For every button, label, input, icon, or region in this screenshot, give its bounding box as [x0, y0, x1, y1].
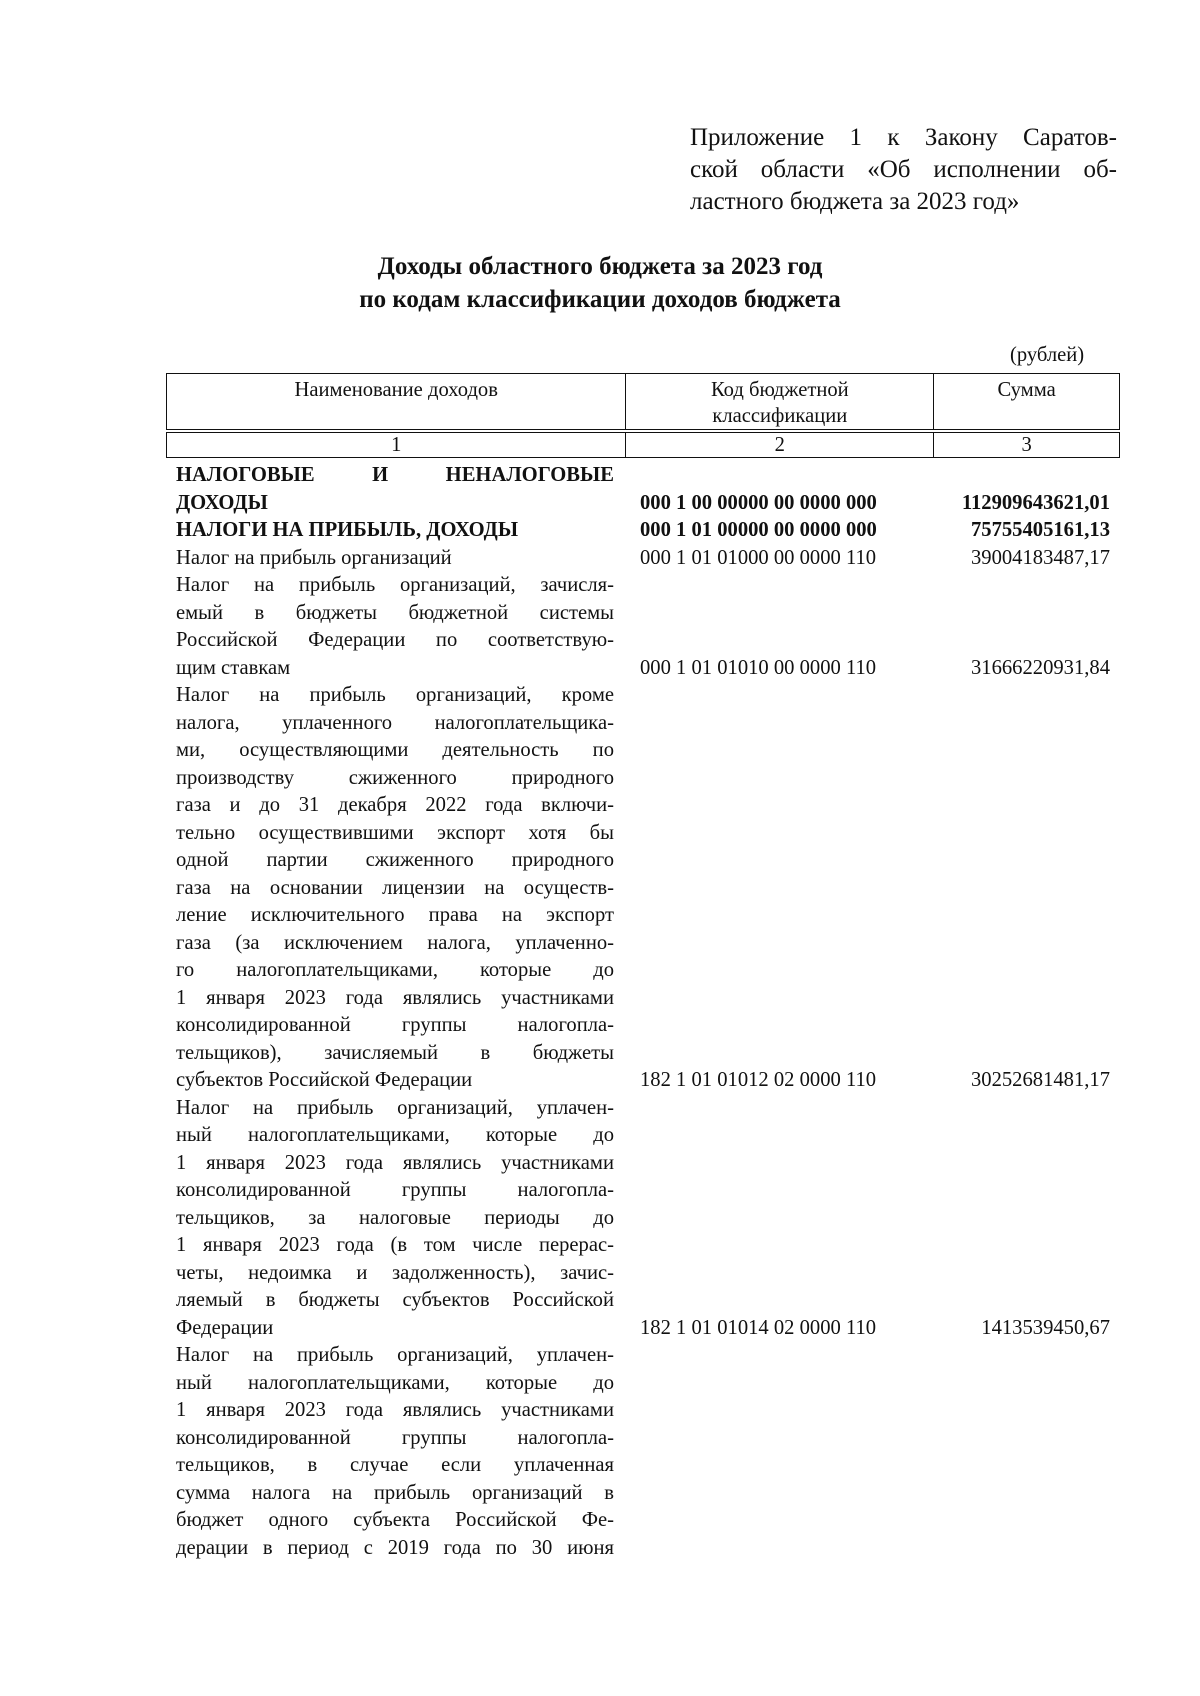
- row-name: [176, 572, 614, 682]
- row-name: [176, 545, 614, 573]
- row-name-line: газа на основании лицензии на осуществ-: [176, 876, 614, 899]
- row-code: 182 1 01 01012 02 0000 110: [640, 1069, 877, 1091]
- row-name: [176, 682, 614, 1095]
- table-row: [0, 1342, 1200, 1562]
- row-name-line: НАЛОГОВЫЕ И НЕНАЛОГОВЫЕ: [176, 464, 614, 486]
- row-name-line: 1 января 2023 года (в том числе перерас-: [176, 1234, 614, 1256]
- table-body: [0, 462, 1200, 1562]
- row-name-line: Налог на прибыль организаций, кроме: [176, 684, 614, 706]
- row-name-line: ление исключительного права на экспорт: [176, 904, 614, 926]
- row-name-line: тельщиков, в случае если уплаченная: [176, 1454, 614, 1476]
- row-name-line: Налог на прибыль организаций, зачисля-: [176, 574, 614, 596]
- row-sum: 1413539450,67: [981, 1316, 1110, 1339]
- row-name: [176, 462, 614, 517]
- row-name-line: субъектов Российской Федерации: [176, 1069, 473, 1091]
- row-name: [176, 517, 614, 545]
- row-name-line: тельно осуществившими экспорт хотя бы: [176, 821, 614, 844]
- row-name: [176, 1095, 614, 1343]
- row-name-line: производству сжиженного природного: [176, 766, 614, 789]
- row-name-line: консолидированной группы налогопла-: [176, 1014, 614, 1036]
- row-code: 182 1 01 01014 02 0000 110: [640, 1316, 877, 1339]
- header-code-line2: классификации: [712, 405, 848, 427]
- row-name-line: Налог на прибыль организаций, уплачен-: [176, 1096, 614, 1119]
- row-sum: 31666220931,84: [970, 656, 1110, 679]
- table-row: [0, 462, 1200, 517]
- row-code: 000 1 00 00000 00 0000 000: [640, 491, 877, 514]
- row-name-line: сумма налога на прибыль организаций в: [176, 1481, 614, 1504]
- row-name-line: четы, недоимка и задолженность), зачис-: [176, 1261, 614, 1284]
- row-code: 000 1 01 01010 00 0000 110: [640, 656, 877, 679]
- column-number: 3: [934, 433, 1120, 458]
- table-row: [0, 517, 1200, 545]
- row-name-line: ный налогоплательщиками, которые до: [176, 1124, 614, 1146]
- column-number: 2: [626, 433, 934, 458]
- table-row: [0, 1095, 1200, 1343]
- row-name-line: налога, уплаченного налогоплательщика-: [176, 711, 614, 734]
- column-number: 1: [167, 433, 626, 458]
- row-name-line: 1 января 2023 года являлись участниками: [176, 1399, 614, 1421]
- row-name-line: газа (за исключением налога, уплаченно-: [176, 931, 614, 954]
- row-name: [176, 1342, 614, 1562]
- row-name-line: Федерации: [176, 1316, 274, 1339]
- units-label: (рублей): [1010, 344, 1085, 366]
- appendix-line: ской области «Об исполнении об-: [690, 156, 1117, 183]
- row-name-line: ДОХОДЫ: [176, 491, 268, 514]
- table-row: [0, 545, 1200, 573]
- table-header: [166, 373, 1120, 458]
- row-name-line: бюджет одного субъекта Российской Фе-: [176, 1509, 614, 1531]
- row-name-line: 1 января 2023 года являлись участниками: [176, 986, 614, 1009]
- appendix-line: ластного бюджета за 2023 год»: [690, 188, 1020, 215]
- table-row: [0, 572, 1200, 682]
- row-name-line: консолидированной группы налогопла-: [176, 1426, 614, 1449]
- row-name-line: ляемый в бюджеты субъектов Российской: [176, 1289, 614, 1311]
- title-line-2: по кодам классификации доходов бюджета: [359, 286, 841, 313]
- row-code: 000 1 01 00000 00 0000 000: [640, 519, 877, 541]
- header-name: Наименование доходов: [167, 374, 626, 430]
- row-name-line: ный налогоплательщиками, которые до: [176, 1371, 614, 1394]
- row-name-line: газа и до 31 декабря 2022 года включи-: [176, 794, 614, 816]
- row-name-line: Налог на прибыль организаций: [176, 546, 452, 569]
- row-code: 000 1 01 01000 00 0000 110: [640, 546, 877, 569]
- appendix-note: [690, 122, 1117, 218]
- row-name-line: го налогоплательщиками, которые до: [176, 959, 614, 981]
- document-title: [150, 250, 1050, 316]
- row-name-line: щим ставкам: [176, 656, 291, 679]
- row-sum: 75755405161,13: [970, 519, 1110, 541]
- row-name-line: тельщиков, за налоговые периоды до: [176, 1206, 614, 1229]
- row-name-line: НАЛОГИ НА ПРИБЫЛЬ, ДОХОДЫ: [176, 519, 519, 541]
- row-name-line: ми, осуществляющими деятельность по: [176, 739, 614, 761]
- row-name-line: Налог на прибыль организаций, уплачен-: [176, 1344, 614, 1366]
- row-name-line: консолидированной группы налогопла-: [176, 1179, 614, 1201]
- row-name-line: одной партии сжиженного природного: [176, 849, 614, 871]
- header-code: [626, 374, 934, 430]
- table-row: [0, 682, 1200, 1095]
- row-name-line: 1 января 2023 года являлись участниками: [176, 1151, 614, 1174]
- appendix-line: Приложение 1 к Закону Саратов-: [690, 124, 1117, 151]
- row-name-line: тельщиков), зачисляемый в бюджеты: [176, 1041, 614, 1064]
- title-line-1: Доходы областного бюджета за 2023 год: [377, 253, 823, 280]
- row-name-line: Российской Федерации по соответствую-: [176, 629, 614, 651]
- row-sum: 112909643621,01: [961, 491, 1110, 514]
- header-code-line1: Код бюджетной: [710, 379, 849, 401]
- row-name-line: емый в бюджеты бюджетной системы: [176, 601, 614, 624]
- row-sum: 39004183487,17: [970, 546, 1110, 569]
- row-name-line: дерации в период с 2019 года по 30 июня: [176, 1536, 614, 1559]
- row-sum: 30252681481,17: [970, 1069, 1110, 1091]
- header-sum: Сумма: [934, 374, 1120, 430]
